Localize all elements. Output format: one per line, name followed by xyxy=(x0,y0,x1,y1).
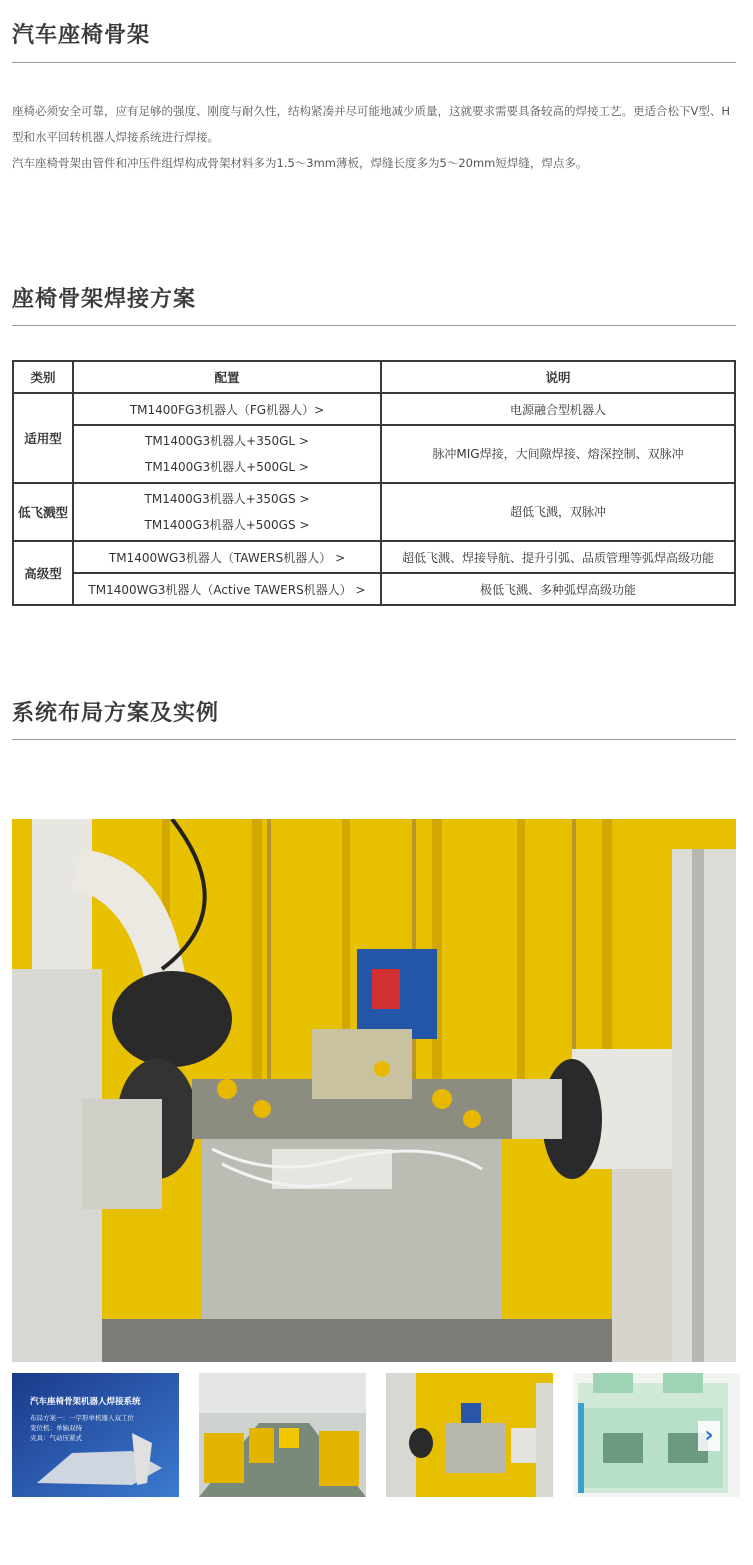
thumbnail-1[interactable] xyxy=(12,1373,179,1497)
table-row xyxy=(13,393,735,425)
config-link[interactable]: TM1400WG3机器人（TAWERS机器人） > xyxy=(73,541,381,573)
table-header-row xyxy=(13,361,735,393)
section-title-welding-plan: 座椅骨架焊接方案 xyxy=(12,287,197,312)
header-category: 类别 xyxy=(13,361,73,393)
thumbnail-slide-line: 变位机：单轴双持 xyxy=(30,1424,82,1432)
config-link[interactable]: TM1400FG3机器人（FG机器人）> xyxy=(73,393,381,425)
header-config: 配置 xyxy=(73,361,381,393)
table-row xyxy=(13,541,735,573)
thumbnail-slide-line: 布局方案一：一字形单机器人双工位 xyxy=(30,1414,134,1422)
thumbnail-2[interactable] xyxy=(199,1373,366,1497)
welding-spec-table xyxy=(12,360,736,606)
table-row xyxy=(13,425,735,483)
intro-text xyxy=(12,98,736,176)
main-photo-welding-cell xyxy=(12,819,736,1362)
thumbnail-slide-line: 夹具：气动压紧式 xyxy=(30,1434,82,1442)
category-cell: 低飞溅型 xyxy=(13,483,73,541)
intro-paragraph-2: 汽车座椅骨架由管件和冲压件组焊构成骨架材料多为1.5～3mm薄板，焊缝长度多为5～20mm短焊缝，焊点多。 xyxy=(12,156,588,170)
config-link[interactable]: TM1400WG3机器人（Active TAWERS机器人） > xyxy=(73,573,381,605)
description-cell: 超低飞溅，双脉冲 xyxy=(381,483,735,541)
chevron-right-icon[interactable]: › xyxy=(698,1421,720,1451)
description-cell: 超低飞溅、焊接导航、提升引弧、品质管理等弧焊高级功能 xyxy=(381,541,735,573)
category-cell: 适用型 xyxy=(13,393,73,483)
config-cell xyxy=(73,483,381,541)
description-cell: 电源融合型机器人 xyxy=(381,393,735,425)
section-title-seat-frame: 汽车座椅骨架 xyxy=(12,23,151,48)
section-title-system-layout: 系统布局方案及实例 xyxy=(12,701,220,726)
section-divider xyxy=(12,739,736,740)
config-link[interactable]: TM1400G3机器人+500GL > xyxy=(145,460,309,474)
header-description: 说明 xyxy=(381,361,735,393)
description-cell: 极低飞溅、多种弧焊高级功能 xyxy=(381,573,735,605)
config-link[interactable]: TM1400G3机器人+350GS > xyxy=(144,492,310,506)
config-link[interactable]: TM1400G3机器人+350GL > xyxy=(145,434,309,448)
intro-paragraph-1: 座椅必须安全可靠，应有足够的强度、刚度与耐久性，结构紧凑并尽可能地减少质量，这就要求需要具备较高的焊接工艺。更适合松下V型、H型和水平回转机器人焊接系统进行焊接。 xyxy=(12,104,731,144)
table-row xyxy=(13,573,735,605)
section-divider xyxy=(12,62,736,63)
table-row xyxy=(13,483,735,541)
category-cell: 高级型 xyxy=(13,541,73,605)
config-link[interactable]: TM1400G3机器人+500GS > xyxy=(144,518,310,532)
section-divider xyxy=(12,325,736,326)
config-cell xyxy=(73,425,381,483)
thumbnail-3[interactable] xyxy=(386,1373,553,1497)
thumbnail-slide-title: 汽车座椅骨架机器人焊接系统 xyxy=(30,1397,141,1407)
description-cell: 脉冲MIG焊接，大间隙焊接、熔深控制、双脉冲 xyxy=(381,425,735,483)
